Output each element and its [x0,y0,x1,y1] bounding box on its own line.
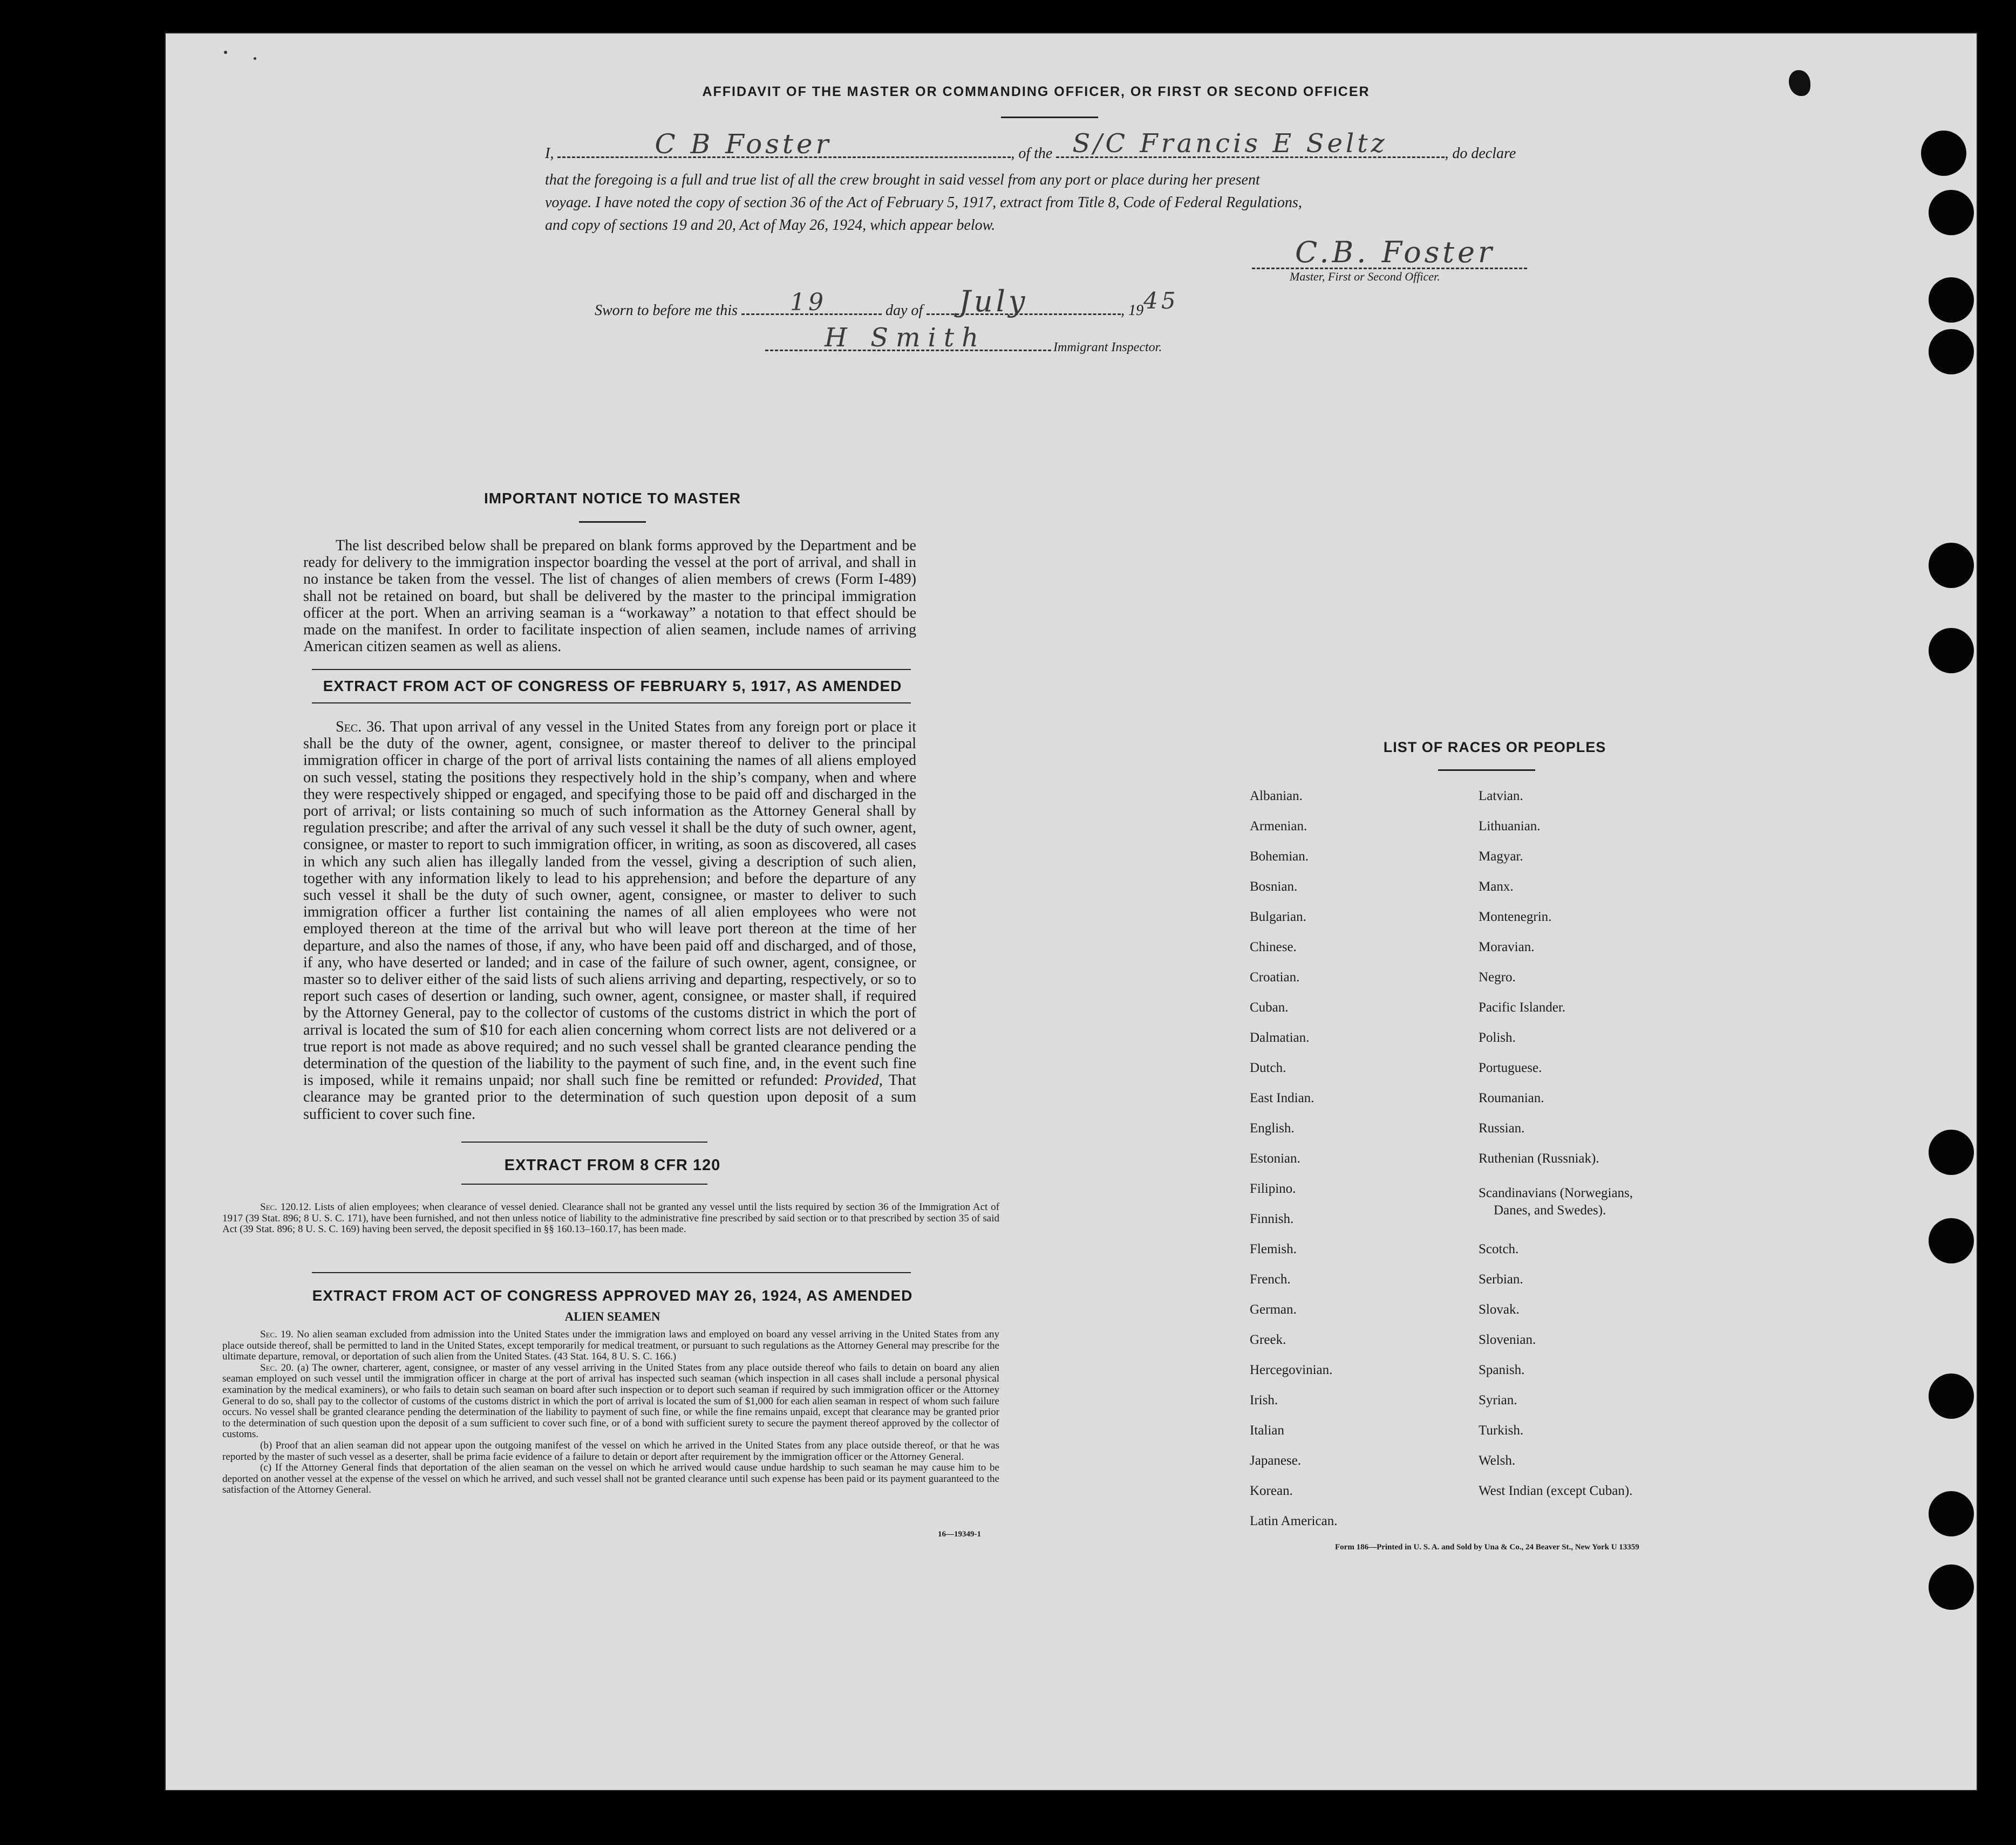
sec-19-label: Sec. 19. [260,1329,294,1340]
binder-hole [1929,277,1974,323]
day-field [741,289,882,316]
sec-20a-paragraph [222,1363,999,1440]
race-item: Irish. [1250,1393,1278,1407]
vessel-name-field [1056,128,1445,159]
race-item: Welsh. [1479,1453,1516,1468]
sec-19-text: No alien seaman excluded from admission into the United States under the immigration laws and employed on board any vessel arriving in the United States from any place outside thereof, shall be permitted to land in the United States, except temporarily for medical treatment, or pursuant to such regulations as the Attorney General may prescribe for the ultimate departure, removal, or deportation of such alien from the United States. (43 Stat. 164, 8 U. S. C. 166.) [222,1329,999,1363]
extract-1924-body [222,1329,999,1496]
race-item: West Indian (except Cuban). [1479,1484,1633,1498]
race-item: Scotch. [1479,1242,1519,1256]
race-item: Bulgarian. [1250,910,1306,924]
race-item: Latin American. [1250,1514,1338,1528]
race-item: German. [1250,1302,1297,1317]
race-item: Korean. [1250,1484,1293,1498]
sec-20-label: Sec. 20. [260,1362,294,1374]
affidavit-title: AFFIDAVIT OF THE MASTER OR COMMANDING OFFICER, OR FIRST OR SECOND OFFICER [702,84,1370,99]
race-item: Flemish. [1250,1242,1297,1256]
race-item: Scandinavians (Norwegians, [1479,1186,1633,1200]
affidavit-line-1 [545,128,1559,162]
race-item: Bohemian. [1250,849,1309,864]
race-item: Turkish. [1479,1423,1524,1438]
printer-footer: Form 186—Printed in U. S. A. and Sold by Una & Co., 24 Beaver St., New York U 13359 [1335,1543,1639,1552]
vessel-name-handwritten: S/C Francis E Seltz [1072,128,1388,159]
alien-seamen-subtitle: ALIEN SEAMEN [564,1310,660,1323]
month-field [927,284,1121,318]
inspector-handwritten: H Smith [825,323,986,353]
race-item: Japanese. [1250,1453,1302,1468]
day-of-label: day of [885,302,923,319]
race-item: Russian. [1479,1121,1525,1136]
speck [254,57,256,60]
inspector-caption: Immigrant Inspector. [1053,340,1162,354]
sworn-label: Sworn to before me this [595,302,738,319]
race-item: Finnish. [1250,1212,1294,1226]
sec-36-text: That upon arrival of any vessel in the United States from any foreign port or place it shall be the duty of the owner, agent, consignee, or master thereof to deliver to the principal immigration officer in charge of the port of arrival lists containing the names of all aliens employed on such vessel, stating the positions they respectively hold in the ship’s company, when and where they were respectively shipped or engaged, and specifying those to be paid off and discharged in the port of arrival; or lists containing so much of such information as the Attorney General shall by regulation prescribe; and after the arrival of any such vessel it shall be the duty of such owner, agent, consignee, or master to report to such immigration officer, in writing, as soon as discovered, all cases in which any such alien has illegally landed from the vessel, giving a description of such alien, together with any information likely to lead to his apprehension; and before the departure of any such vessel it shall be the duty of such owner, agent, consignee, or master to deliver to such immigration officer a further list containing the names of all alien employees who were not employed thereon at the time of the arrival but who will leave port thereon at the time of her departure, and also the names of those, if any, who have been paid off and discharged, and of those, if any, who have deserted or landed; and in case of the failure of such owner, agent, consignee, or master so to deliver either of the said lists of such aliens arriving and departing, respectively, or so to report such cases of desertion or landing, such owner, agent, consignee, or master shall, if required by the Attorney General, pay to the collector of customs of the customs district in which the port of arrival is located the sum of $10 for each alien concerning whom correct lists are not delivered or a true report is not made as above required; and no such vessel shall be granted clearance pending the determination of the question of the liability to the payment of such fine, and, in the event such fine is imposed, while it remains unpaid; nor shall such fine be remitted or refunded: [303,719,916,1089]
of-the-label: , of the [1011,145,1053,162]
section-rule [312,702,911,703]
race-item: Albanian. [1250,789,1303,803]
binder-hole [1929,628,1974,673]
section-rule [461,1142,707,1143]
sec-120-label: Sec. 120.12. [260,1201,311,1213]
affidavit-line-4: and copy of sections 19 and 20, Act of May 26, 1924, which appear below. [545,217,996,234]
section-rule [461,1184,707,1185]
race-item: French. [1250,1272,1291,1287]
race-item: Armenian. [1250,819,1307,833]
extract-1917-body [303,719,916,1123]
race-item: Latvian. [1479,789,1523,803]
notice-body: The list described below shall be prepared on blank forms approved by the Department and be ready for delivery to the immigration inspector boarding the vessel at the port of arrival, and shall in no instance be taken from the vessel. The list of changes of alien members of crews (Form I-489) shall not be retained on board, but shall be delivered by the master to the principal immigration officer at the port. When an arriving seaman is a “workaway” a notation to that effect should be made on the manifest. In order to facilitate inspection of alien seamen, include names of arriving American citizen seamen as well as aliens. [303,537,916,655]
master-signature-handwritten: C.B. Foster [1295,235,1495,269]
binder-hole [1929,1491,1974,1536]
race-item: Estonian. [1250,1151,1300,1166]
sec-36-text-end: That clearance may be granted prior to the determination of such question upon deposit of a sum sufficient to cover such fine. [303,1072,917,1123]
race-item: East Indian. [1250,1091,1315,1105]
title-rule [1001,117,1098,118]
race-item: Ruthenian (Russniak). [1479,1151,1599,1166]
extract-1917-title: EXTRACT FROM ACT OF CONGRESS OF FEBRUARY 5, 1917, AS AMENDED [323,678,902,694]
sworn-line [595,284,1179,320]
provided-label: Provided, [824,1072,883,1089]
race-item: Dutch. [1250,1061,1286,1075]
binder-hole [1929,1374,1974,1419]
binder-hole [1929,1130,1974,1175]
sec-20c-paragraph: (c) If the Attorney General finds that deportation of the alien seaman on the vessel on which he arrived would cause undue hardship to such seaman he may cause him to be deported on another vessel at the expense of the vessel on which he arrived, and such vessel shall not be granted clearance until such expense has been paid or its payment guaranteed to the satisfaction of the Attorney General. [222,1462,999,1496]
race-item: English. [1250,1121,1295,1136]
sec-20b-paragraph: (b) Proof that an alien seaman did not appear upon the outgoing manifest of the vessel on which he arrived in the United States from any place outside thereof, or that he was reported by the master of such vessel as a deserter, shall be prima facie evidence of a failure to detain or deport after requirement by the immigration officer or the Attorney General. [222,1439,999,1463]
binder-hole [1929,1564,1974,1610]
master-name-field [557,128,1011,160]
race-item: Magyar. [1479,849,1523,864]
race-item: Italian [1250,1423,1284,1438]
race-item: Montenegrin. [1479,910,1552,924]
affidavit-line-3: voyage. I have noted the copy of section 36 of the Act of February 5, 1917, extract from Title 8, Code of Federal Regulations, [545,194,1302,211]
inspector-field [765,323,1051,353]
race-item: Bosnian. [1250,879,1298,894]
year-handwritten: 45 [1143,288,1179,314]
race-item: Slovenian. [1479,1332,1536,1347]
master-signature-field [1252,232,1527,269]
races-title: LIST OF RACES OR PEOPLES [1383,739,1606,755]
section-rule [312,669,911,670]
affidavit-line-2: that the foregoing is a full and true list of all the crew brought in said vessel from any port or place during her present [545,172,1260,188]
race-item: Greek. [1250,1332,1286,1347]
year-prefix: , 19 [1121,302,1144,319]
i-label: I, [545,145,554,162]
race-item: Pacific Islander. [1479,1000,1566,1015]
binder-hole [1921,131,1966,176]
notice-rule [579,521,646,523]
race-item: Syrian. [1479,1393,1517,1407]
notice-title: IMPORTANT NOTICE TO MASTER [483,490,741,507]
month-handwritten: July [959,284,1029,318]
race-item: Negro. [1479,970,1516,985]
race-item: Moravian. [1479,940,1535,954]
race-item: Croatian. [1250,970,1300,985]
master-name-handwritten: C B Foster [655,128,832,160]
binder-hole [1929,543,1974,588]
binder-hole [1929,329,1974,374]
race-item: Polish. [1479,1030,1516,1045]
binder-hole [1929,190,1974,235]
race-item: Spanish. [1479,1363,1525,1377]
race-item: Cuban. [1250,1000,1289,1015]
race-item: Filipino. [1250,1181,1296,1196]
do-declare-label: , do declare [1445,145,1516,162]
race-item: Dalmatian. [1250,1030,1310,1045]
sec-120-text: Lists of alien employees; when clearance of vessel denied. Clearance shall not be granted any vessel until the lists required by section 36 of the Immigration Act of 1917 (39 Stat. 896; 8 U. S. C. 171), have been furnished, and not then unless notice of liability to the administrative fine prescribed by said section or to that prescribed by section 35 of said Act (39 Stat. 896; 8 U. S. C. 169) having been served, the deposit specified in §§ 160.13–160.17, has been made. [222,1201,999,1235]
extract-1924-title: EXTRACT FROM ACT OF CONGRESS APPROVED MAY 26, 1924, AS AMENDED [312,1287,913,1304]
sec-36-label: Sec. 36. [336,719,386,735]
extract-cfr-title: EXTRACT FROM 8 CFR 120 [504,1157,721,1174]
form-code: 16—19349-1 [938,1530,981,1539]
extract-cfr-body [222,1202,999,1235]
race-item: Chinese. [1250,940,1297,954]
sec-20a-text: (a) The owner, charterer, agent, consignee, or master of any vessel arriving in the United States from any place outside thereof who fails to detain on board any alien seaman employed on such vessel until the immigration officer in charge at the port of arrival has inspected such seaman (which inspection in all cases shall include a personal physical examination by the medical examiners), or who fails to detain such seaman on board after such inspection or to deport such seaman if required by such immigration officer or the Attorney General to do so, shall pay to the collector of customs of the customs district in which the port of arrival is located the sum of $1,000 for each alien seaman in respect of whom such failure occurs. No vessel shall be granted clearance pending the determination of the liability to payment of such fine, or while the fine remains unpaid, except that clearance may be granted prior to the determination of such question upon the deposit of a sum sufficient to cover such fine, or of a bond with sufficient surety to secure the payment thereof approved by the collector of customs. [222,1362,1000,1440]
race-item: Roumanian. [1479,1091,1544,1105]
race-item: Danes, and Swedes). [1494,1203,1606,1218]
day-handwritten: 19 [789,289,827,316]
binder-hole [1929,1218,1974,1263]
race-item: Hercegovinian. [1250,1363,1333,1377]
race-item: Manx. [1479,879,1514,894]
sec-19-paragraph [222,1329,999,1363]
race-item: Slovak. [1479,1302,1520,1317]
race-item: Serbian. [1479,1272,1523,1287]
race-item: Lithuanian. [1479,819,1541,833]
inspector-line [765,323,1162,355]
race-item: Portuguese. [1479,1061,1542,1075]
speck [224,51,227,54]
races-rule [1438,769,1535,771]
signature-caption: Master, First or Second Officer. [1290,270,1440,283]
section-rule [312,1272,911,1273]
